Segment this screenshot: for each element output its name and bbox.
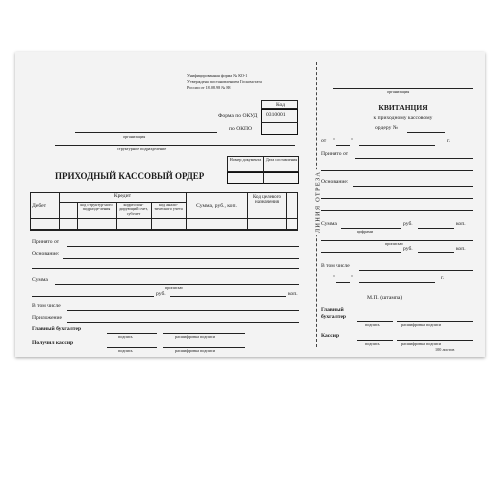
- okud-code-value: 0310001: [266, 112, 286, 118]
- receipt-received-from-field-2[interactable]: [321, 170, 473, 171]
- receipt-date-year-label: г.: [441, 275, 445, 281]
- receipt-year-label: г.: [447, 138, 451, 144]
- cut-line-label: ЛИНИЯ ОТРЕЗА: [314, 170, 322, 234]
- receipt-chief-label-2: бухгалтер: [321, 314, 347, 320]
- receipt-including-field[interactable]: [359, 270, 473, 271]
- receipt-date-month-field[interactable]: [359, 282, 435, 283]
- receipt-kop-field-2[interactable]: [418, 252, 454, 253]
- cashier-signature-caption: подпись: [118, 348, 133, 353]
- including-label: В том числе: [32, 303, 61, 309]
- receipt-kop-label: коп.: [456, 221, 466, 227]
- receipt-date-quote-open: ": [333, 275, 336, 281]
- division-caption: структурное подразделение: [117, 146, 167, 151]
- cashier-label: Получил кассир: [32, 340, 74, 346]
- chief-signature-caption: подпись: [118, 334, 133, 339]
- form-caption-line2: Утверждена постановлением Госкомстата: [187, 79, 262, 84]
- col-debet: Дебет: [32, 203, 47, 209]
- receipt-basis-field-3[interactable]: [321, 210, 473, 211]
- receipt-day-field[interactable]: [336, 145, 350, 146]
- okpo-label: по ОКПО: [229, 126, 253, 132]
- col-corr-account: корреспон-дирующий счет, субсчет: [119, 202, 148, 216]
- kop-field[interactable]: [170, 296, 286, 297]
- receipt-amount-label: Сумма: [321, 221, 337, 227]
- receipt-rub-label-2: руб.: [403, 246, 413, 252]
- receipt-quote-close: ": [351, 138, 354, 144]
- receipt-quote-open: ": [333, 138, 336, 144]
- receipt-organization-caption: организация: [387, 89, 410, 94]
- receipt-date-quote-close: ": [351, 275, 354, 281]
- doc-number-label: Номер документа: [229, 157, 262, 162]
- receipt-from-label: от: [321, 138, 327, 144]
- organization-caption: организация: [123, 134, 146, 139]
- col-summa: Сумма, руб., коп.: [196, 203, 237, 209]
- okud-label: Форма по ОКУД: [218, 113, 258, 119]
- receipt-chief-label-1: Главный: [321, 307, 344, 313]
- receipt-subtitle-2: ордеру №: [375, 125, 399, 131]
- cashier-decoding-caption: расшифровка подписи: [175, 348, 215, 353]
- code-header-cell: [261, 100, 298, 109]
- received-from-label: Принято от: [32, 239, 60, 245]
- receipt-stamp-label: М.П. (штампа): [367, 295, 403, 301]
- receipt-received-from-field[interactable]: [355, 158, 473, 159]
- form-caption-line1: Унифицированная форма № КО-1: [187, 73, 248, 78]
- receipt-cashier-signature-caption: подпись: [365, 341, 380, 346]
- document-title: ПРИХОДНЫЙ КАССОВЫЙ ОРДЕР: [55, 171, 205, 181]
- amount-field-2[interactable]: [32, 296, 154, 297]
- receipt-basis-label: Основание:: [321, 179, 349, 185]
- in-words-caption: прописью: [165, 285, 183, 290]
- receipt-cashier-label: Кассир: [321, 333, 340, 339]
- col-kredit: Кредит: [113, 193, 132, 199]
- receipt-basis-field-2[interactable]: [321, 198, 473, 199]
- receipt-in-words-caption: прописью: [385, 241, 403, 246]
- receipt-received-from-label: Принято от: [321, 151, 349, 157]
- receipt-basis-field[interactable]: [353, 186, 473, 187]
- receipt-kop-label-2: коп.: [456, 246, 466, 252]
- col-purpose-code: Код целевого назначения: [252, 195, 282, 206]
- receipt-including-label: В том числе: [321, 263, 350, 269]
- col-analytic-code: код анали-тического учета: [154, 202, 183, 212]
- kop-label: коп.: [288, 291, 298, 297]
- receipt-title: КВИТАНЦИЯ: [378, 103, 428, 112]
- receipt-month-field[interactable]: [359, 145, 435, 146]
- receipt-kop-field[interactable]: [418, 228, 454, 229]
- receipt-amount-words-field-2[interactable]: [321, 252, 401, 253]
- receipt-date-day-field[interactable]: [336, 282, 350, 283]
- attachment-label: Приложение: [32, 315, 63, 321]
- including-field[interactable]: [67, 310, 299, 311]
- code-label: Код: [276, 101, 285, 108]
- rub-label: руб.: [156, 291, 166, 297]
- receipt-chief-signature-caption: подпись: [365, 322, 380, 327]
- division-line: [55, 145, 295, 146]
- receipt-digits-caption: цифрами: [357, 229, 374, 234]
- amount-label: Сумма: [32, 277, 48, 283]
- sheets-count: 100 листов: [435, 347, 455, 352]
- receipt-cashier-decoding-caption: расшифровка подписи: [401, 341, 441, 346]
- receipt-rub-label: руб.: [403, 221, 413, 227]
- chief-decoding-caption: расшифровка подписи: [175, 334, 215, 339]
- chief-accountant-label: Главный бухгалтер: [32, 326, 82, 332]
- col-division-code: код структур-ного подразде-ления: [80, 202, 113, 212]
- received-from-field[interactable]: [67, 246, 299, 247]
- receipt-chief-decoding-caption: расшифровка подписи: [401, 322, 441, 327]
- receipt-subtitle-1: к приходному кассовому: [373, 115, 433, 121]
- attachment-field[interactable]: [67, 322, 299, 323]
- basis-field[interactable]: [63, 258, 299, 259]
- basis-field-2[interactable]: [32, 268, 299, 269]
- receipt-number-field[interactable]: [407, 132, 445, 133]
- form-caption-line3: России от 18.08.98 № 88: [187, 85, 231, 90]
- organization-line: [75, 132, 217, 133]
- cash-receipt-order-form: [15, 52, 485, 357]
- doc-date-label: Дата составления: [265, 157, 298, 162]
- basis-label: Основание:: [32, 251, 60, 257]
